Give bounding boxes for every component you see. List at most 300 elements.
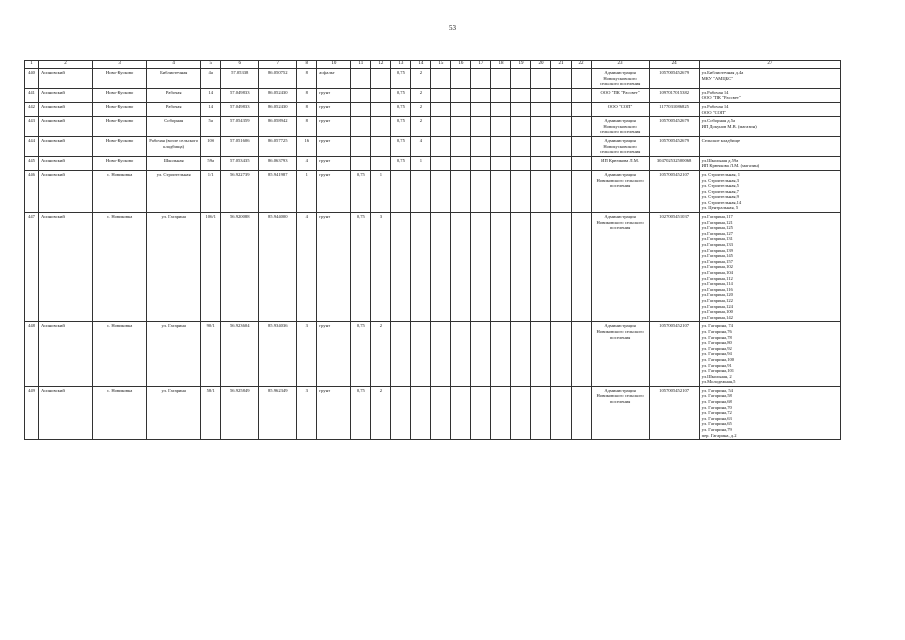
empty-cell xyxy=(451,136,471,156)
house-number-cell: 14 xyxy=(201,88,221,102)
served-objects-cell xyxy=(699,117,840,137)
served-object: ул. Гагарина,72 xyxy=(701,410,732,416)
owner-ogrn-cell: 1177031086825 xyxy=(649,102,699,116)
owner-name-cell: Администрация Новиковского сельского поселения xyxy=(591,386,649,439)
served-object: ул. Гагарина,65 xyxy=(701,421,732,427)
empty-cell xyxy=(451,102,471,116)
district-cell: Асиновский xyxy=(39,136,93,156)
container-volume-b-cell: 0,75 xyxy=(391,156,411,170)
served-object: ул.Гагарина,104 xyxy=(701,270,733,275)
longitude-cell: 86.057725 xyxy=(259,136,297,156)
row-number-cell: 447 xyxy=(25,213,39,322)
owner-ogrn-cell: 304702532500068 xyxy=(649,156,699,170)
settlement-cell: с. Новиковка xyxy=(93,386,147,439)
empty-cell xyxy=(571,170,591,212)
empty-cell xyxy=(451,386,471,439)
served-object: ул.Гагарина,114 xyxy=(701,281,733,287)
table-row xyxy=(25,386,841,439)
container-volume-a-cell: 0,75 xyxy=(351,386,371,439)
empty-cell xyxy=(511,322,531,387)
area-cell: 8 xyxy=(297,69,317,89)
empty-cell xyxy=(551,213,571,322)
empty-cell xyxy=(571,117,591,137)
longitude-cell: 86.052430 xyxy=(259,88,297,102)
area-cell: 4 xyxy=(297,213,317,322)
empty-cell xyxy=(451,156,471,170)
empty-cell xyxy=(431,156,451,170)
served-object: Сельское кладбище xyxy=(701,137,741,143)
empty-cell xyxy=(431,102,451,116)
settlement-cell: с. Новиковка xyxy=(93,322,147,387)
column-number: 11 xyxy=(351,61,371,69)
empty-cell xyxy=(431,170,451,212)
empty-cell xyxy=(431,386,451,439)
served-object: ул. Гагарина,94 xyxy=(701,351,732,357)
house-number-cell: 59а xyxy=(201,156,221,170)
empty-cell xyxy=(571,69,591,89)
house-number-cell: 58/1 xyxy=(201,386,221,439)
table-row xyxy=(25,69,841,89)
container-count-a-cell xyxy=(371,88,391,102)
container-volume-a-cell xyxy=(351,136,371,156)
settlement-cell: Ново-Кусково xyxy=(93,69,147,89)
table-body xyxy=(25,61,841,440)
container-count-b-cell xyxy=(411,213,431,322)
column-number: 17 xyxy=(471,61,491,69)
container-count-b-cell: 1 xyxy=(411,156,431,170)
served-object: ул. Гагарина,58 xyxy=(701,393,732,399)
empty-cell xyxy=(451,170,471,212)
owner-ogrn-cell: 1057005452679 xyxy=(649,69,699,89)
served-objects-cell xyxy=(699,136,840,156)
served-object: ул.Соборная д.5а xyxy=(701,118,736,124)
surface-type-cell: грунт xyxy=(317,88,351,102)
served-objects-cell xyxy=(699,170,840,212)
surface-type-cell: грунт xyxy=(317,117,351,137)
empty-cell xyxy=(551,170,571,212)
empty-cell xyxy=(471,170,491,212)
settlement-cell: Ново-Кусково xyxy=(93,156,147,170)
served-object: ул.Гагарина,131 xyxy=(701,236,733,242)
owner-name-cell: Администрация Новокусковского сельского поселения xyxy=(591,136,649,156)
empty-cell xyxy=(451,213,471,322)
empty-cell xyxy=(511,69,531,89)
column-number: 2 xyxy=(39,61,93,69)
district-cell: Асиновский xyxy=(39,170,93,212)
longitude-cell: 85.944000 xyxy=(259,213,297,322)
area-cell: 3 xyxy=(297,322,317,387)
served-object: ООО "СОП" xyxy=(701,109,727,115)
container-count-a-cell: 2 xyxy=(371,322,391,387)
container-volume-a-cell: 0,75 xyxy=(351,322,371,387)
settlement-cell: с. Новиковка xyxy=(93,170,147,212)
row-number-cell: 448 xyxy=(25,322,39,387)
register-table xyxy=(24,60,841,440)
owner-name-cell: ООО "СОП" xyxy=(591,102,649,116)
longitude-cell: 85.962349 xyxy=(259,386,297,439)
column-number: 1 xyxy=(25,61,39,69)
container-volume-b-cell xyxy=(391,322,411,387)
area-cell: 8 xyxy=(297,117,317,137)
surface-type-cell: грунт xyxy=(317,102,351,116)
latitude-cell: 56.920088 xyxy=(221,213,259,322)
served-objects-cell xyxy=(699,88,840,102)
served-object: ул. Гагарина,78 xyxy=(701,334,732,340)
empty-cell xyxy=(511,170,531,212)
empty-cell xyxy=(511,386,531,439)
settlement-cell: Ново-Кусково xyxy=(93,117,147,137)
empty-cell xyxy=(511,136,531,156)
served-object: ул. Гагарина,91 xyxy=(701,362,732,368)
empty-cell xyxy=(451,117,471,137)
owner-name-cell: Администрация Новокусковского сельского поселения xyxy=(591,69,649,89)
surface-type-cell: грунт xyxy=(317,156,351,170)
row-number-cell: 442 xyxy=(25,102,39,116)
house-number-cell: 14 xyxy=(201,102,221,116)
served-object: ул. Гагарина,63 xyxy=(701,415,732,421)
empty-cell xyxy=(531,117,551,137)
served-object: ул.Гагарина,100 xyxy=(701,309,733,315)
empty-cell xyxy=(431,213,451,322)
empty-cell xyxy=(471,386,491,439)
empty-cell xyxy=(511,213,531,322)
street-cell: Рабочая (возле сельского кладбища) xyxy=(147,136,201,156)
row-number-cell: 440 xyxy=(25,69,39,89)
served-object: ул. Гагарина,68 xyxy=(701,399,732,405)
column-number: 24 xyxy=(649,61,699,69)
served-object: ул. Строительная,14 xyxy=(701,199,742,205)
surface-type-cell: асфальт xyxy=(317,69,351,89)
served-objects-cell xyxy=(699,102,840,116)
area-cell: 3 xyxy=(297,386,317,439)
served-object: пер. Гагарина, д.2 xyxy=(701,432,737,438)
empty-cell xyxy=(491,322,511,387)
served-object: ул.Гагарина,125 xyxy=(701,225,733,231)
street-cell: Рабочая xyxy=(147,88,201,102)
street-cell: Рабочая xyxy=(147,102,201,116)
empty-cell xyxy=(531,170,551,212)
district-cell: Асиновский xyxy=(39,117,93,137)
house-number-cell: 106/1 xyxy=(201,213,221,322)
served-object: ул. Гагарина,100 xyxy=(701,356,735,362)
container-volume-a-cell xyxy=(351,69,371,89)
owner-ogrn-cell: 1057005452107 xyxy=(649,322,699,387)
empty-cell xyxy=(491,88,511,102)
street-cell: Библиотечная xyxy=(147,69,201,89)
container-count-a-cell xyxy=(371,156,391,170)
area-cell: 16 xyxy=(297,136,317,156)
container-volume-b-cell xyxy=(391,170,411,212)
longitude-cell: 86.058942 xyxy=(259,117,297,137)
area-cell: 8 xyxy=(297,88,317,102)
empty-cell xyxy=(451,322,471,387)
container-volume-a-cell xyxy=(351,88,371,102)
served-object: ул. Гагарина,70 xyxy=(701,404,732,410)
served-object: ул.Рабочая 14 xyxy=(701,103,729,109)
served-object: ул. Гагарина, 54 xyxy=(701,387,733,393)
empty-cell xyxy=(511,117,531,137)
surface-type-cell: грунт xyxy=(317,170,351,212)
column-number: 12 xyxy=(371,61,391,69)
latitude-cell: 57.049833 xyxy=(221,88,259,102)
empty-cell xyxy=(551,69,571,89)
container-count-b-cell: 2 xyxy=(411,102,431,116)
served-object: ул. Строительная,5 xyxy=(701,183,739,189)
empty-cell xyxy=(491,386,511,439)
container-count-b-cell: 4 xyxy=(411,136,431,156)
owner-name-cell: Администрация Новокусковского сельского поселения xyxy=(591,117,649,137)
empty-cell xyxy=(531,156,551,170)
table-row xyxy=(25,156,841,170)
container-count-a-cell xyxy=(371,69,391,89)
street-cell: ул. Гагарина xyxy=(147,213,201,322)
street-cell: ул. Гагарина xyxy=(147,386,201,439)
empty-cell xyxy=(571,156,591,170)
row-number-cell: 444 xyxy=(25,136,39,156)
empty-cell xyxy=(531,322,551,387)
district-cell: Асиновский xyxy=(39,386,93,439)
empty-cell xyxy=(491,102,511,116)
served-object: ул.Гагарина,133 xyxy=(701,242,733,248)
served-object: ул.Гагарина,117 xyxy=(701,214,733,220)
table-row xyxy=(25,322,841,387)
settlement-cell: Ново-Кусково xyxy=(93,88,147,102)
latitude-cell: 57.05338 xyxy=(221,69,259,89)
longitude-cell: 85.934036 xyxy=(259,322,297,387)
container-volume-a-cell xyxy=(351,117,371,137)
served-object: ул. Строительная, 1 xyxy=(701,171,741,177)
served-object: ул. Гагарина, 74 xyxy=(701,323,733,329)
street-cell: ул. Гагарина xyxy=(147,322,201,387)
empty-cell xyxy=(431,136,451,156)
container-count-a-cell: 2 xyxy=(371,386,391,439)
empty-cell xyxy=(531,386,551,439)
served-object: ул.Гагарина,116 xyxy=(701,286,733,292)
served-object: ул. Строительная,9 xyxy=(701,194,739,200)
empty-cell xyxy=(491,213,511,322)
served-object: ул.Гагарина,112 xyxy=(701,275,733,281)
district-cell: Асиновский xyxy=(39,322,93,387)
served-object: ИП Докунов М.В. (магазин) xyxy=(701,123,757,129)
served-object: ул.Гагарина,145 xyxy=(701,253,733,259)
row-number-cell: 449 xyxy=(25,386,39,439)
column-number: 15 xyxy=(431,61,451,69)
container-volume-a-cell: 0,75 xyxy=(351,213,371,322)
empty-cell xyxy=(491,170,511,212)
served-object: ул. Гагарина,76 xyxy=(701,328,732,334)
empty-cell xyxy=(471,117,491,137)
empty-cell xyxy=(551,386,571,439)
container-count-a-cell xyxy=(371,136,391,156)
surface-type-cell: грунт xyxy=(317,136,351,156)
surface-type-cell: грунт xyxy=(317,386,351,439)
owner-ogrn-cell: 1057005452107 xyxy=(649,170,699,212)
area-cell: 1 xyxy=(297,170,317,212)
empty-cell xyxy=(471,156,491,170)
empty-cell xyxy=(511,156,531,170)
latitude-cell: 57.049833 xyxy=(221,102,259,116)
served-object: ООО "ПК "Рассвет" xyxy=(701,95,741,101)
longitude-cell: 86.063793 xyxy=(259,156,297,170)
empty-cell xyxy=(571,102,591,116)
empty-cell xyxy=(551,156,571,170)
empty-cell xyxy=(491,69,511,89)
owner-ogrn-cell: 1097017015382 xyxy=(649,88,699,102)
container-volume-a-cell xyxy=(351,156,371,170)
empty-cell xyxy=(431,117,451,137)
container-count-b-cell xyxy=(411,386,431,439)
served-object: ул.Библиотечная д.4а xyxy=(701,70,744,75)
served-object: ул.Гагарина,124 xyxy=(701,303,733,309)
latitude-cell: 57.051606 xyxy=(221,136,259,156)
district-cell: Асиновский xyxy=(39,156,93,170)
empty-cell xyxy=(471,102,491,116)
served-object: ул. Строительная,3 xyxy=(701,177,739,183)
served-object: ул.Молодежная,5 xyxy=(701,379,736,385)
owner-name-cell: ООО "ПК "Рассвет" xyxy=(591,88,649,102)
house-number-cell: 4а xyxy=(201,69,221,89)
latitude-cell: 56.923604 xyxy=(221,322,259,387)
owner-ogrn-cell: 1057005452107 xyxy=(649,386,699,439)
column-number: 22 xyxy=(571,61,591,69)
served-object: ул.Гагарина,139 xyxy=(701,247,733,253)
empty-cell xyxy=(491,156,511,170)
column-number: 27 xyxy=(699,61,840,69)
container-count-a-cell: 3 xyxy=(371,213,391,322)
table-row xyxy=(25,117,841,137)
empty-cell xyxy=(551,117,571,137)
latitude-cell: 56.925849 xyxy=(221,386,259,439)
served-object: ул.Гагарина,157 xyxy=(701,258,733,264)
empty-cell xyxy=(491,136,511,156)
empty-cell xyxy=(471,213,491,322)
column-number: 18 xyxy=(491,61,511,69)
served-object: ул.Рабочая 14 xyxy=(701,89,729,95)
owner-name-cell: Администрация Новиковского сельского поселения xyxy=(591,322,649,387)
container-volume-b-cell: 0,75 xyxy=(391,69,411,89)
row-number-cell: 441 xyxy=(25,88,39,102)
longitude-cell: 86.052430 xyxy=(259,102,297,116)
empty-cell xyxy=(431,69,451,89)
empty-cell xyxy=(551,88,571,102)
served-objects-cell xyxy=(699,213,840,322)
column-number: 20 xyxy=(531,61,551,69)
row-number-cell: 446 xyxy=(25,170,39,212)
container-volume-b-cell xyxy=(391,213,411,322)
empty-cell xyxy=(571,386,591,439)
empty-cell xyxy=(471,88,491,102)
street-cell: Соборная xyxy=(147,117,201,137)
latitude-cell: 56.922739 xyxy=(221,170,259,212)
served-object: ул. Строительная,7 xyxy=(701,188,739,194)
served-object: ул.Школьная д.59а xyxy=(701,157,739,163)
empty-cell xyxy=(531,69,551,89)
owner-name-cell: Администрация Новиковского сельского поселения xyxy=(591,213,649,322)
container-count-b-cell xyxy=(411,170,431,212)
served-object: ул.Гагарина,102 xyxy=(701,264,733,270)
column-number: 21 xyxy=(551,61,571,69)
empty-cell xyxy=(571,213,591,322)
street-cell: ул. Строительная xyxy=(147,170,201,212)
empty-cell xyxy=(571,322,591,387)
column-number-row xyxy=(25,61,841,69)
empty-cell xyxy=(431,88,451,102)
served-object: ИП Крючкова Л.М. (магазин) xyxy=(701,163,760,169)
empty-cell xyxy=(511,102,531,116)
container-count-b-cell xyxy=(411,322,431,387)
house-number-cell: 5а xyxy=(201,117,221,137)
served-objects-cell xyxy=(699,69,840,89)
served-object: ул. Гагарина,92 xyxy=(701,345,732,351)
empty-cell xyxy=(451,69,471,89)
empty-cell xyxy=(531,213,551,322)
container-volume-b-cell xyxy=(391,386,411,439)
container-volume-a-cell: 0,75 xyxy=(351,170,371,212)
owner-ogrn-cell: 1027005451037 xyxy=(649,213,699,322)
area-cell: 4 xyxy=(297,156,317,170)
column-number: 7 xyxy=(259,61,297,69)
served-object: МКУ "АМЦБС" xyxy=(701,75,734,81)
empty-cell xyxy=(451,88,471,102)
street-cell: Школьная xyxy=(147,156,201,170)
column-number: 23 xyxy=(591,61,649,69)
empty-cell xyxy=(471,136,491,156)
served-object: ул.Школьная, 2 xyxy=(701,373,732,379)
served-object: ул.Гагарина,121 xyxy=(701,219,733,225)
column-number: 4 xyxy=(147,61,201,69)
house-number-cell: 1/1 xyxy=(201,170,221,212)
empty-cell xyxy=(551,322,571,387)
table-row xyxy=(25,102,841,116)
table-row xyxy=(25,213,841,322)
container-count-b-cell: 2 xyxy=(411,117,431,137)
longitude-cell: 85.941987 xyxy=(259,170,297,212)
latitude-cell: 57.053435 xyxy=(221,156,259,170)
served-objects-cell xyxy=(699,386,840,439)
column-number: 6 xyxy=(221,61,259,69)
container-count-b-cell: 2 xyxy=(411,69,431,89)
column-number: 19 xyxy=(511,61,531,69)
empty-cell xyxy=(471,69,491,89)
table-row xyxy=(25,136,841,156)
row-number-cell: 445 xyxy=(25,156,39,170)
container-count-a-cell xyxy=(371,102,391,116)
empty-cell xyxy=(531,102,551,116)
empty-cell xyxy=(571,88,591,102)
container-volume-b-cell: 0,75 xyxy=(391,117,411,137)
surface-type-cell: грунт xyxy=(317,322,351,387)
container-count-b-cell: 2 xyxy=(411,88,431,102)
owner-name-cell: Администрация Новиковского сельского поселения xyxy=(591,170,649,212)
column-number: 14 xyxy=(411,61,431,69)
district-cell: Асиновский xyxy=(39,88,93,102)
empty-cell xyxy=(511,88,531,102)
empty-cell xyxy=(531,88,551,102)
container-volume-b-cell: 0,75 xyxy=(391,102,411,116)
latitude-cell: 57.054359 xyxy=(221,117,259,137)
column-number: 3 xyxy=(93,61,147,69)
empty-cell xyxy=(571,136,591,156)
column-number: 13 xyxy=(391,61,411,69)
page-number: 53 xyxy=(449,24,456,32)
district-cell: Асиновский xyxy=(39,69,93,89)
empty-cell xyxy=(531,136,551,156)
column-number: 10 xyxy=(317,61,351,69)
container-count-a-cell: 1 xyxy=(371,170,391,212)
settlement-cell: Ново-Кусково xyxy=(93,136,147,156)
column-number: 5 xyxy=(201,61,221,69)
served-object: ул.Гагарина,120 xyxy=(701,292,733,298)
